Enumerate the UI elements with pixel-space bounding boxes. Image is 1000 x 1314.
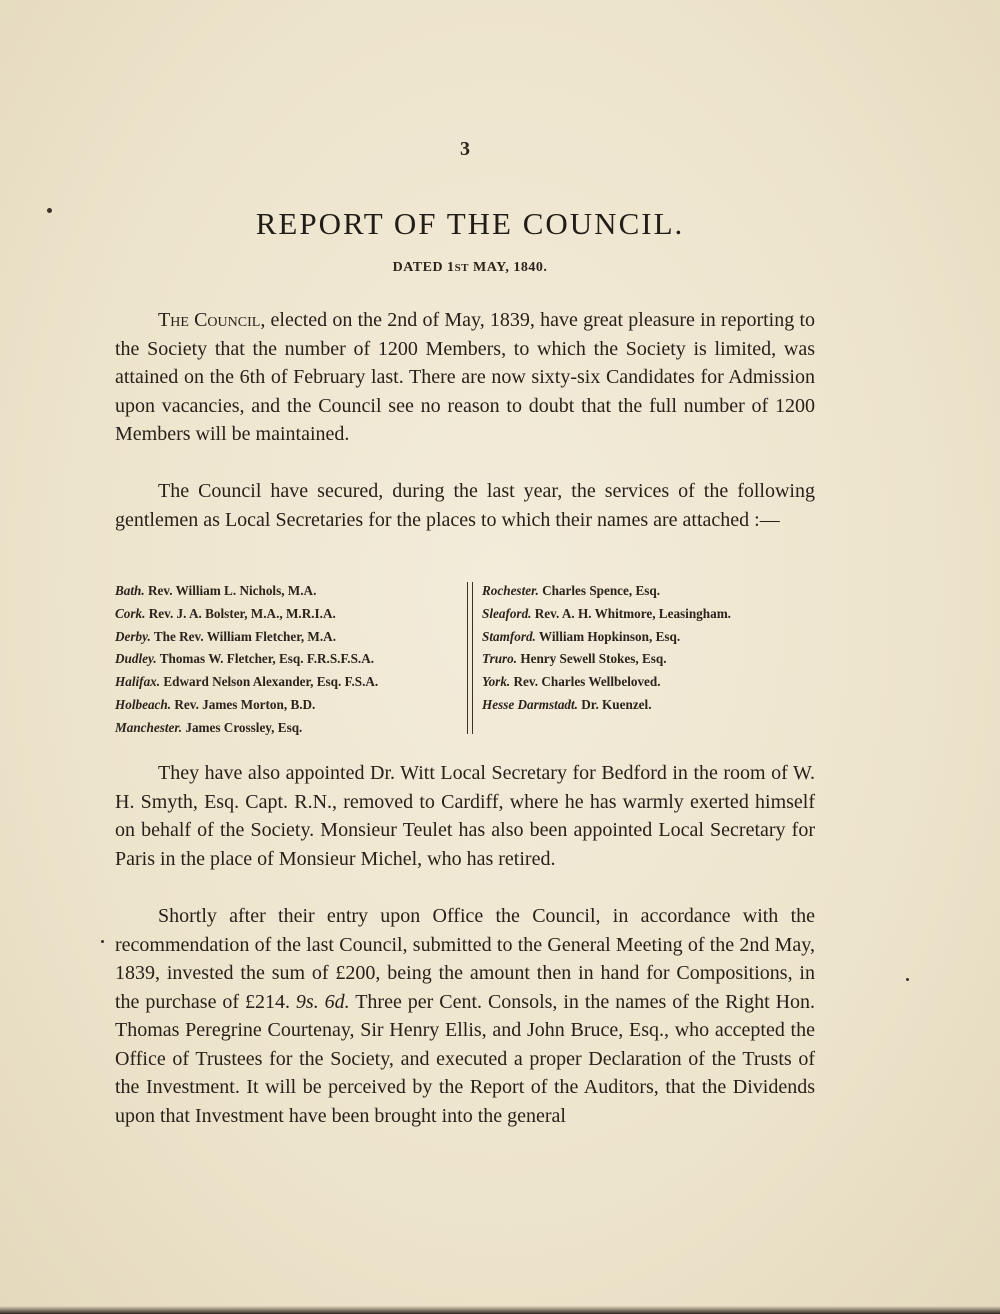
secretaries-left-column: [115, 580, 378, 740]
secretary-place: Halifax.: [115, 674, 161, 690]
paragraph-lead-smallcaps: The Council: [158, 309, 261, 331]
page-bottom-edge: [0, 1306, 1000, 1314]
investment-text-a: Shortly after their entry upon Office the Council, in accordance with the recommendation of the last Council, submitted to the General Meeting of the 2nd May, 1839, invested the sum of £200, being the amount then in hand for Compositions, in the purchase of £214.: [115, 905, 815, 1013]
investment-shillings: 9s.: [295, 990, 319, 1013]
secretary-entry: [482, 648, 731, 671]
paper-speck: [101, 940, 104, 943]
report-dateline: [0, 260, 940, 276]
secretary-name: Edward Nelson Alexander, Esq. F.S.A.: [163, 674, 379, 690]
secretary-entry: [115, 603, 378, 626]
secretary-entry: [115, 671, 378, 694]
secretary-place: Derby.: [115, 628, 151, 644]
page-number: 3: [460, 138, 470, 160]
paragraph-investment: [115, 902, 815, 1130]
secretary-place: Dudley.: [115, 651, 157, 667]
column-divider: [467, 582, 473, 734]
secretary-place: Manchester.: [115, 719, 183, 735]
secretary-name: Rev. A. H. Whitmore, Leasingham.: [534, 605, 731, 621]
secretary-name: Rev. James Morton, B.D.: [174, 696, 316, 712]
secretary-place: Truro.: [482, 651, 518, 667]
secretary-name: Henry Sewell Stokes, Esq.: [520, 651, 667, 667]
secretary-entry: [482, 580, 731, 603]
secretary-place: York.: [482, 674, 511, 690]
secretary-name: William Hopkinson, Esq.: [538, 628, 681, 644]
dateline-rest: MAY, 1840.: [469, 260, 548, 275]
secretary-place: Hesse Darmstadt.: [482, 696, 578, 712]
secretaries-right-column: [482, 580, 731, 717]
dateline-lead: DATED 1: [392, 260, 455, 275]
secretary-name: Rev. William L. Nichols, M.A.: [147, 583, 317, 598]
secretary-entry: [482, 694, 731, 717]
paragraph-membership-body: , elected on the 2nd of May, 1839, have great pleasure in reporting to the Society that the number of 1200 Members, to which the Society is limited, was attained on the 6th of February last. There are now sixty-six Candidates for Admission upon vacancies, and the Council see no reason to doubt that the full number of 1200 Members will be maintained.: [115, 309, 815, 445]
secretary-place: Bath.: [115, 583, 145, 598]
secretary-entry: [115, 626, 378, 649]
secretary-name: The Rev. William Fletcher, M.A.: [153, 628, 336, 644]
secretary-entry: [482, 626, 731, 649]
paper-speck: [906, 978, 909, 981]
paper-speck: [47, 208, 52, 213]
secretary-entry: [115, 717, 378, 740]
secretary-entry: [115, 648, 378, 671]
secretary-place: Cork.: [115, 605, 146, 621]
investment-pence: 6d.: [324, 990, 350, 1013]
secretary-entry: [115, 580, 378, 603]
secretary-place: Rochester.: [482, 583, 539, 598]
secretary-name: James Crossley, Esq.: [185, 719, 303, 735]
paragraph-appointments: They have also appointed Dr. Witt Local Secretary for Bedford in the room of W. H. Smyth, Esq. Capt. R.N., removed to Cardiff, where he has warmly exerted himself on behalf of the Society. Monsieur Teulet has also been appointed Local Secretary for Paris in the place of Monsieur Michel, who has retired.: [115, 762, 815, 870]
secretary-name: Rev. J. A. Bolster, M.A., M.R.I.A.: [148, 605, 336, 621]
investment-text-b: Three per Cent. Consols, in the names of the Right Hon. Thomas Peregrine Courtenay, Sir Henry Ellis, and John Bruce, Esq., who accepted the Office of Trustees for the Society, and executed a proper Declaration of the Trusts of the Investment. It will be perceived by the Report of the Auditors, that the Dividends upon that Investment have been brought into the general: [115, 990, 816, 1127]
secretary-name: Charles Spence, Esq.: [542, 583, 661, 598]
secretary-entry: [482, 603, 731, 626]
paragraph-local-secretaries: The Council have secured, during the last year, the services of the following gentlemen as Local Secretaries for the places to which their names are attached :—: [115, 480, 815, 531]
secretary-name: Dr. Kuenzel.: [581, 696, 652, 712]
secretary-entry: [115, 694, 378, 717]
paragraph-membership: [115, 306, 815, 449]
secretary-place: Stamford.: [482, 628, 536, 644]
secretary-entry: [482, 671, 731, 694]
report-title: REPORT OF THE COUNCIL.: [255, 206, 685, 241]
secretary-place: Holbeach.: [115, 696, 172, 712]
secretary-place: Sleaford.: [482, 605, 532, 621]
dateline-ordinal: ST: [454, 262, 470, 274]
secretary-name: Thomas W. Fletcher, Esq. F.R.S.F.S.A.: [159, 651, 375, 667]
secretary-name: Rev. Charles Wellbeloved.: [513, 674, 661, 690]
